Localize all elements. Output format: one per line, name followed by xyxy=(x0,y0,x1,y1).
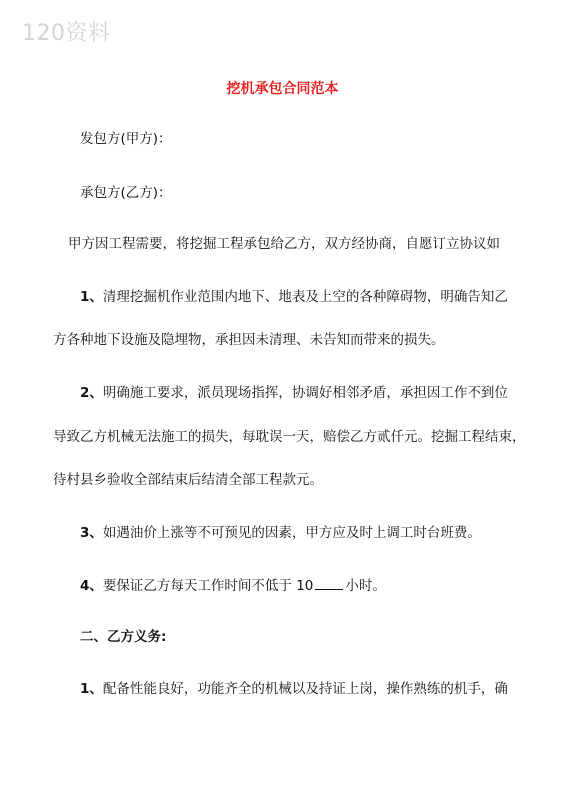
clause-text-pre: 要保证乙方每天工作时间不低于 10 xyxy=(102,578,314,594)
clause-1-line-1 xyxy=(80,287,508,307)
clause-2-line-2: 导致乙方机械无法施工的损失，每耽误一天，赔偿乙方贰仟元。挖掘工程结束， xyxy=(53,429,526,445)
clause-number: 4、 xyxy=(80,578,103,594)
clause-text: 明确施工要求，派员现场指挥，协调好相邻矛盾，承担因工作不到位 xyxy=(102,385,508,401)
clause-number: 3、 xyxy=(80,525,103,541)
intro-paragraph: 甲方因工程需要，将挖掘工程承包给乙方，双方经协商，自愿订立协议如 xyxy=(68,236,500,252)
clause-number: 2、 xyxy=(80,385,103,401)
clause-4-line-1 xyxy=(80,575,386,596)
party-b-label: 承包方(乙方)： xyxy=(80,185,172,201)
clause-number: 1、 xyxy=(80,289,103,305)
document-title: 挖机承包合同范本 xyxy=(226,81,339,97)
clause-3-line-1 xyxy=(80,523,481,543)
section-2-heading: 二、乙方义务: xyxy=(80,629,167,645)
party-a-label: 发包方(甲方)： xyxy=(80,131,172,147)
clause-number: 1、 xyxy=(80,681,103,697)
section-2-clause-1-line-1 xyxy=(80,679,508,699)
clause-2-line-1 xyxy=(80,383,508,403)
clause-text: 清理挖掘机作业范围内地下、地表及上空的各种障碍物，明确告知乙 xyxy=(102,289,508,305)
clause-2-line-3: 待村县乡验收全部结束后结清全部工程款元。 xyxy=(53,472,323,488)
clause-text: 配备性能良好，功能齐全的机械以及持证上岗，操作熟练的机手，确 xyxy=(102,681,508,697)
clause-text-post: 小时。 xyxy=(345,578,386,594)
watermark-logo: 120资料 xyxy=(22,21,111,46)
clause-1-line-2: 方各种地下设施及隐埋物，承担因未清理、未告知而带来的损失。 xyxy=(53,332,445,348)
fill-in-blank xyxy=(315,575,343,590)
clause-text: 如遇油价上涨等不可预见的因素，甲方应及时上调工时台班费。 xyxy=(102,525,481,541)
